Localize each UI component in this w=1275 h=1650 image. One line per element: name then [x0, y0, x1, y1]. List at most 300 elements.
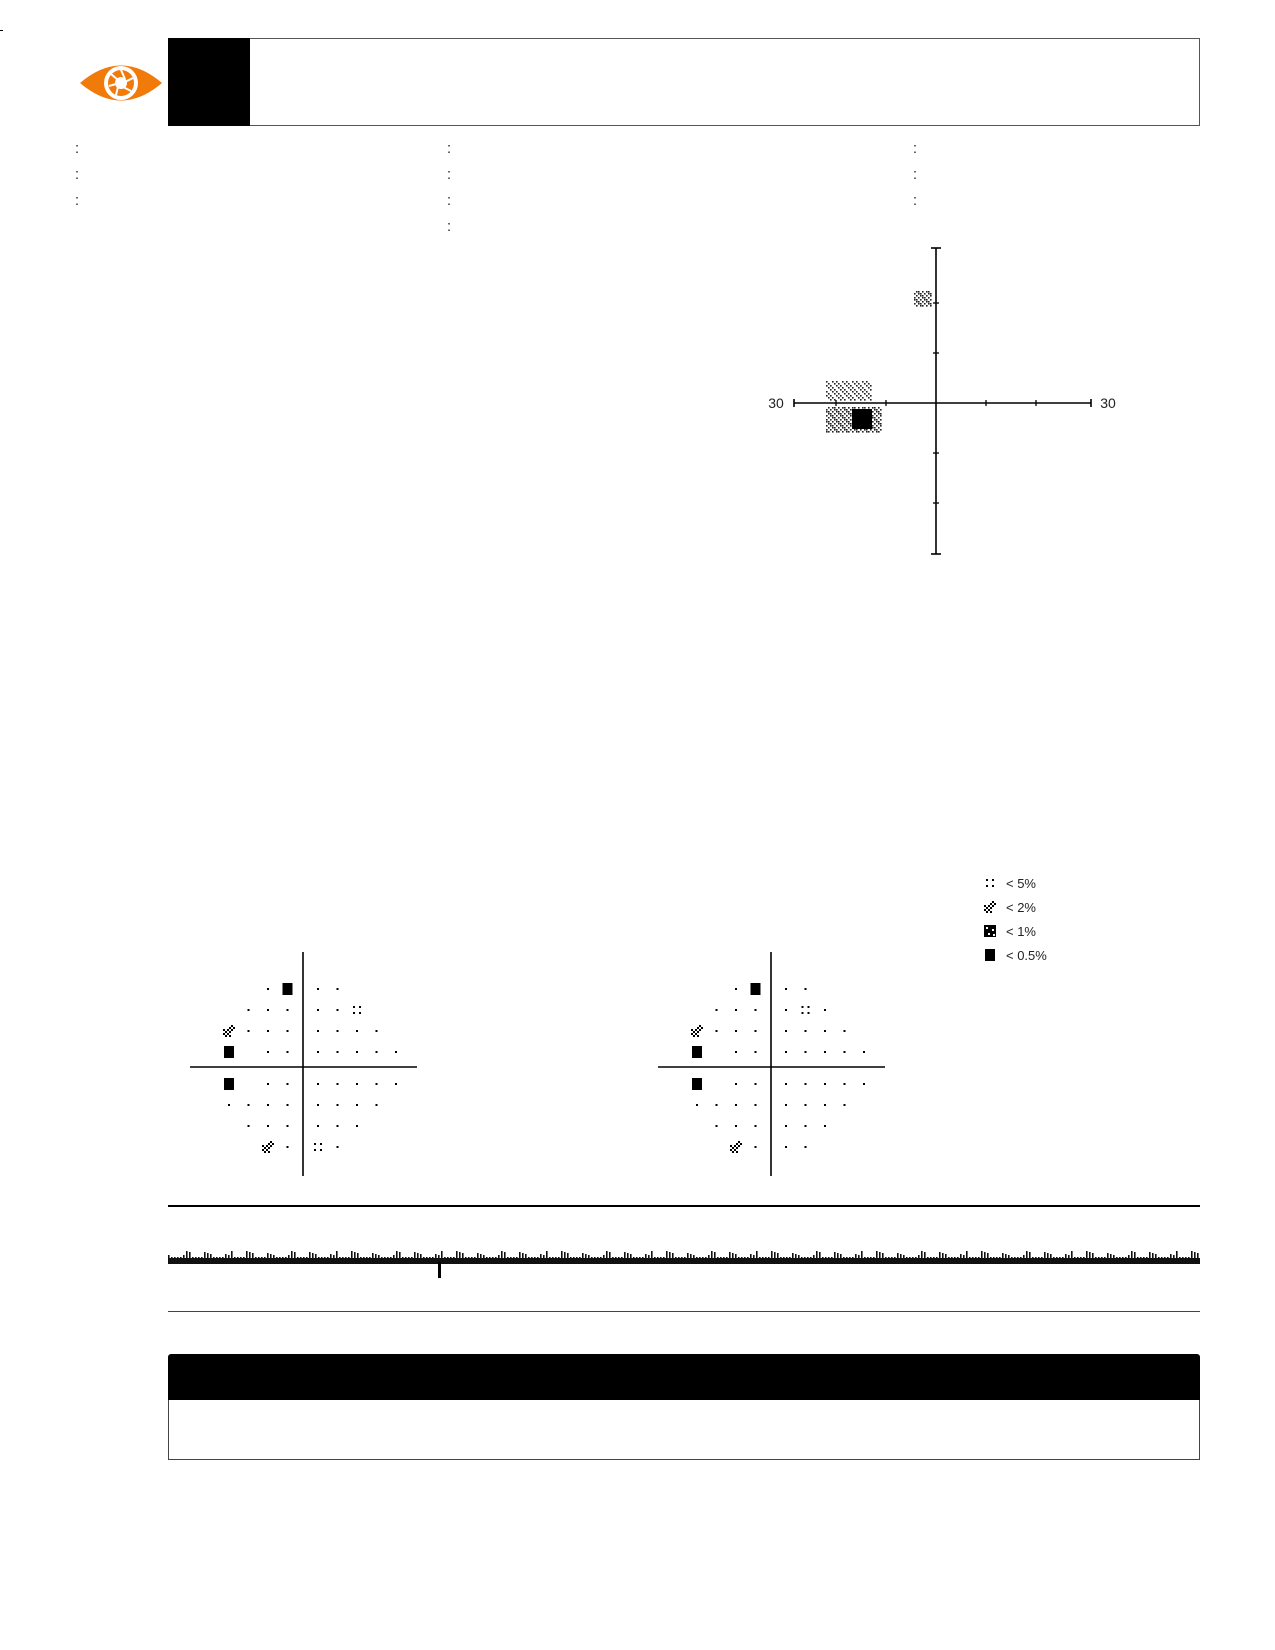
grayscale-patch [836, 429, 838, 431]
fixation-sample [300, 1257, 302, 1258]
total-deviation-prob-p5-symbol [359, 1012, 361, 1014]
grayscale-patch [848, 393, 850, 395]
p2-symbol-dot [990, 911, 992, 913]
fixation-sample [963, 1255, 965, 1258]
grayscale-patch [922, 305, 924, 307]
fixation-sample [939, 1252, 941, 1258]
grayscale-patch [844, 427, 846, 429]
fixation-sample [780, 1257, 782, 1258]
fixation-sample [909, 1257, 911, 1258]
grayscale-patch [846, 411, 848, 413]
fixation-sample [561, 1251, 563, 1258]
fixation-sample [765, 1257, 767, 1258]
fixation-top-rule [168, 1205, 1200, 1207]
fixation-sample [1146, 1257, 1148, 1258]
pattern-deviation-prob-normal-point [785, 1083, 787, 1085]
grayscale-patch [834, 389, 836, 391]
grayscale-patch [842, 415, 844, 417]
fixation-sample [849, 1257, 851, 1258]
grayscale-patch [880, 429, 882, 431]
grayscale-patch [838, 407, 840, 409]
grayscale-patch [918, 303, 920, 305]
grayscale-patch [922, 297, 924, 299]
grayscale-patch [826, 409, 828, 411]
total-deviation-prob-p5-symbol [320, 1143, 322, 1145]
grayscale-patch [840, 423, 842, 425]
fixation-sample [903, 1255, 905, 1258]
fixation-sample [174, 1257, 176, 1258]
fixation-sample [285, 1257, 287, 1258]
grayscale-patch [828, 393, 830, 395]
grayscale-patch [850, 425, 852, 427]
fixation-baseline [168, 1258, 1200, 1264]
fixation-sample [1152, 1253, 1154, 1258]
grayscale-patch [826, 381, 828, 383]
fixation-sample [747, 1257, 749, 1258]
pattern-deviation-prob-normal-point [805, 988, 807, 990]
fixation-sample [639, 1257, 641, 1258]
total-deviation-prob-normal-point [317, 1083, 319, 1085]
pattern-deviation-prob-normal-point [735, 1125, 737, 1127]
grayscale-patch [842, 421, 844, 423]
grayscale-patch [836, 415, 838, 417]
total-deviation-prob-normal-point [267, 1051, 269, 1053]
fixation-sample [1179, 1257, 1181, 1258]
total-deviation-prob-p05-symbol [224, 1078, 234, 1090]
fixation-sample [171, 1257, 173, 1258]
fixation-sample [1170, 1254, 1172, 1258]
p2-symbol-dot [225, 1031, 227, 1033]
fixation-sample [1116, 1257, 1118, 1258]
grayscale-patch [866, 431, 868, 433]
pattern-deviation-prob-normal-point [755, 1104, 757, 1106]
fixation-sample [1005, 1254, 1007, 1258]
info-stimulus: : [75, 167, 80, 183]
grayscale-patch [852, 431, 854, 433]
grayscale-patch [872, 415, 874, 417]
info-time: : [913, 167, 918, 183]
fixation-sample [975, 1257, 977, 1258]
grayscale-patch [924, 303, 926, 305]
axis-label-30-right: 30 [1100, 395, 1116, 411]
fixation-sample [1032, 1257, 1034, 1258]
fixation-sample [1008, 1255, 1010, 1258]
grayscale-patch [840, 409, 842, 411]
info-false-negative: : [447, 167, 452, 183]
grayscale-patch [832, 425, 834, 427]
grayscale-patch [842, 397, 844, 399]
total-deviation-prob-p5-symbol [353, 1012, 355, 1014]
fixation-sample [447, 1257, 449, 1258]
pattern-deviation-prob-normal-point [716, 1009, 718, 1011]
grayscale-patch [926, 291, 928, 293]
total-deviation-prob-normal-point [337, 1125, 339, 1127]
grayscale-patch [928, 301, 930, 303]
grayscale-patch [876, 425, 878, 427]
grayscale-patch [834, 423, 836, 425]
grayscale-patch [856, 385, 858, 387]
p2-symbol-dot [994, 903, 996, 905]
fixation-sample [333, 1255, 335, 1258]
fixation-sample [438, 1255, 440, 1258]
grayscale-patch [926, 305, 928, 307]
p2-symbol-dot [732, 1147, 734, 1149]
grayscale-patch [840, 413, 842, 415]
grayscale-patch [876, 429, 878, 431]
fixation-sample [567, 1253, 569, 1258]
grayscale-patch [832, 411, 834, 413]
page-corner-mark [0, 30, 3, 31]
fixation-sample [294, 1252, 296, 1258]
grayscale-patch [880, 413, 882, 415]
fixation-sample [657, 1257, 659, 1258]
total-deviation-prob-normal-point [337, 1051, 339, 1053]
grayscale-patch [848, 397, 850, 399]
fixation-sample [276, 1257, 278, 1258]
fixation-sample [468, 1257, 470, 1258]
fixation-sample [843, 1257, 845, 1258]
grayscale-patch [864, 389, 866, 391]
p2-symbol-dot [262, 1145, 264, 1147]
fixation-sample [555, 1257, 557, 1258]
fixation-sample [306, 1257, 308, 1258]
grayscale-patch [930, 299, 932, 301]
grayscale-patch [860, 429, 862, 431]
p2-symbol-dot [695, 1033, 697, 1035]
fixation-sample [651, 1251, 653, 1258]
pattern-deviation-prob-normal-point [735, 1030, 737, 1032]
fixation-sample [891, 1257, 893, 1258]
grayscale-patch [834, 383, 836, 385]
fixation-sample [432, 1257, 434, 1258]
pattern-deviation-prob-normal-point [844, 1051, 846, 1053]
fixation-sample [318, 1257, 320, 1258]
p2-symbol-dot [223, 1033, 225, 1035]
grayscale-patch [878, 427, 880, 429]
grayscale-map [750, 248, 1116, 558]
fixation-sample [534, 1257, 536, 1258]
fixation-sample [951, 1257, 953, 1258]
grayscale-patch [830, 415, 832, 417]
grayscale-patch [930, 305, 932, 307]
fixation-sample [477, 1253, 479, 1258]
fixation-sample [1164, 1257, 1166, 1258]
fixation-sample [825, 1257, 827, 1258]
fixation-sample [1140, 1257, 1142, 1258]
fixation-sample [855, 1254, 857, 1258]
grayscale-patch [920, 295, 922, 297]
fixation-sample [411, 1257, 413, 1258]
fixation-sample [813, 1255, 815, 1258]
grayscale-patch [836, 419, 838, 421]
fixation-sample [444, 1257, 446, 1258]
p2-symbol-dot [227, 1033, 229, 1035]
fixation-sample [588, 1255, 590, 1258]
fixation-sample [1125, 1257, 1127, 1258]
pattern-deviation-prob-normal-point [805, 1083, 807, 1085]
grayscale-patch [832, 381, 834, 383]
fixation-sample [273, 1255, 275, 1258]
info-column-left [75, 136, 79, 214]
fixation-sample [645, 1254, 647, 1258]
grayscale-patch [838, 423, 840, 425]
grayscale-patch [920, 293, 922, 295]
fixation-sample [348, 1257, 350, 1258]
fixation-sample [552, 1257, 554, 1258]
fixation-sample [1155, 1254, 1157, 1258]
fixation-sample [405, 1257, 407, 1258]
total-deviation-prob-normal-point [337, 988, 339, 990]
fixation-sample [993, 1257, 995, 1258]
total-deviation-prob-normal-point [356, 1104, 358, 1106]
fixation-sample [240, 1257, 242, 1258]
grayscale-patch [926, 295, 928, 297]
fixation-sample [717, 1257, 719, 1258]
grayscale-patch [866, 381, 868, 383]
fixation-sample [960, 1254, 962, 1258]
fixation-sample [1038, 1257, 1040, 1258]
pattern-deviation-prob-normal-point [755, 1030, 757, 1032]
fixation-sample [201, 1257, 203, 1258]
p2-symbol-dot [986, 907, 988, 909]
fixation-sample [1101, 1257, 1103, 1258]
legend-p5-symbol [992, 885, 994, 887]
grayscale-patch [870, 429, 872, 431]
grayscale-patch [870, 385, 872, 387]
grayscale-patch [826, 429, 828, 431]
p2-symbol-dot [691, 1029, 693, 1031]
grayscale-patch [838, 421, 840, 423]
fixation-sample [177, 1257, 179, 1258]
total-deviation-prob-normal-point [337, 1146, 339, 1148]
p1-symbol-hole [992, 929, 994, 931]
grayscale-patch [830, 423, 832, 425]
p2-symbol-dot [990, 907, 992, 909]
total-deviation-prob-normal-point [287, 1104, 289, 1106]
p2-symbol-dot [699, 1029, 701, 1031]
fixation-sample [870, 1257, 872, 1258]
grayscale-patch [838, 431, 840, 433]
fixation-sample [1131, 1251, 1133, 1258]
grayscale-dense-defect [852, 409, 872, 429]
fixation-sample [354, 1252, 356, 1258]
fixation-sample [585, 1254, 587, 1258]
fixation-sample [852, 1257, 854, 1258]
grayscale-patch [916, 291, 918, 293]
p2-symbol-dot [268, 1151, 270, 1153]
fixation-sample [1062, 1257, 1064, 1258]
grayscale-patch [830, 425, 832, 427]
p2-symbol-dot [738, 1145, 740, 1147]
fixation-sample [600, 1257, 602, 1258]
fixation-sample [942, 1253, 944, 1258]
grayscale-patch [872, 421, 874, 423]
grayscale-patch [826, 421, 828, 423]
pattern-deviation-prob-normal-point [863, 1083, 865, 1085]
grayscale-patch [828, 411, 830, 413]
fixation-sample [768, 1257, 770, 1258]
grayscale-patch [856, 429, 858, 431]
fixation-sample [681, 1257, 683, 1258]
grayscale-patch [868, 407, 870, 409]
grayscale-patch [868, 397, 870, 399]
fixation-sample [1083, 1257, 1085, 1258]
fixation-sample [738, 1257, 740, 1258]
fixation-sample [603, 1255, 605, 1258]
fixation-sample [633, 1257, 635, 1258]
grayscale-patch [862, 381, 864, 383]
total-deviation-prob-p5-symbol [314, 1149, 316, 1151]
grayscale-patch [844, 407, 846, 409]
fixation-sample [399, 1252, 401, 1258]
fixation-sample [807, 1257, 809, 1258]
fixation-sample [888, 1257, 890, 1258]
p2-symbol-dot [986, 911, 988, 913]
fixation-sample [981, 1251, 983, 1258]
grayscale-patch [878, 407, 880, 409]
grayscale-patch [842, 431, 844, 433]
fixation-sample [525, 1254, 527, 1258]
grayscale-patch [848, 431, 850, 433]
info-duration: : [913, 193, 918, 209]
grayscale-patch [834, 427, 836, 429]
grayscale-patch [844, 399, 846, 401]
p2-symbol-dot [223, 1029, 225, 1031]
grayscale-patch [826, 385, 828, 387]
report-comments-body [168, 1400, 1200, 1460]
grayscale-patch [876, 409, 878, 411]
grayscale-patch [854, 383, 856, 385]
grayscale-patch [838, 427, 840, 429]
fixation-sample [1047, 1253, 1049, 1258]
pattern-deviation-prob-p2-symbol [730, 1141, 742, 1153]
fixation-sample [321, 1257, 323, 1258]
grayscale-patch [928, 293, 930, 295]
fixation-sample [207, 1253, 209, 1258]
grayscale-patch [874, 427, 876, 429]
total-deviation-prob-normal-point [267, 1030, 269, 1032]
total-deviation-prob-normal-point [287, 1146, 289, 1148]
grayscale-patch [852, 407, 854, 409]
fixation-sample [246, 1251, 248, 1258]
grayscale-patch [862, 397, 864, 399]
p2-symbol-dot [231, 1029, 233, 1031]
fixation-sample [654, 1257, 656, 1258]
fixation-sample [1107, 1253, 1109, 1258]
fixation-sample [342, 1257, 344, 1258]
grayscale-patch [834, 409, 836, 411]
p2-symbol-dot [695, 1029, 697, 1031]
grayscale-patch [844, 419, 846, 421]
fixation-sample [699, 1257, 701, 1258]
fixation-sample [609, 1252, 611, 1258]
fixation-sample [339, 1257, 341, 1258]
pattern-deviation-prob-normal-point [785, 988, 787, 990]
total-deviation-prob-normal-point [287, 1030, 289, 1032]
fixation-sample [1050, 1254, 1052, 1258]
grayscale-patch [832, 391, 834, 393]
grayscale-patch [930, 295, 932, 297]
fixation-sample [450, 1257, 452, 1258]
fixation-sample [462, 1253, 464, 1258]
fixation-sample [1176, 1251, 1178, 1258]
grayscale-patch [874, 407, 876, 409]
grayscale-patch [876, 411, 878, 413]
fixation-sample [573, 1257, 575, 1258]
grayscale-patch [834, 429, 836, 431]
grayscale-patch [864, 399, 866, 401]
fixation-sample [528, 1257, 530, 1258]
fixation-sample [708, 1255, 710, 1258]
p2-symbol-dot [266, 1149, 268, 1151]
fixation-sample [279, 1257, 281, 1258]
grayscale-patch [850, 413, 852, 415]
grayscale-patch [830, 429, 832, 431]
fixation-sample [822, 1257, 824, 1258]
fixation-sample [630, 1254, 632, 1258]
grayscale-patch [836, 381, 838, 383]
fixation-sample [660, 1257, 662, 1258]
pattern-deviation-prob-normal-point [735, 1051, 737, 1053]
fixation-sample [531, 1257, 533, 1258]
fixation-sample [672, 1253, 674, 1258]
grayscale-patch [878, 423, 880, 425]
grayscale-patch [844, 429, 846, 431]
fixation-sample [372, 1253, 374, 1258]
fixation-sample [345, 1257, 347, 1258]
fixation-sample [720, 1257, 722, 1258]
fixation-sample [1041, 1257, 1043, 1258]
pattern-deviation-prob-normal-point [755, 1051, 757, 1053]
pattern-deviation-prob-normal-point [735, 988, 737, 990]
fixation-sample [648, 1255, 650, 1258]
grayscale-patch [860, 389, 862, 391]
grayscale-patch [838, 397, 840, 399]
legend-p5-symbol [992, 879, 994, 881]
grayscale-patch [860, 395, 862, 397]
grayscale-patch [842, 417, 844, 419]
grayscale-patch [872, 425, 874, 427]
fixation-sample [642, 1257, 644, 1258]
fixation-sample [1026, 1251, 1028, 1258]
fixation-sample [867, 1257, 869, 1258]
fixation-sample [363, 1257, 365, 1258]
fixation-sample [882, 1253, 884, 1258]
grayscale-patch [858, 397, 860, 399]
fixation-sample [486, 1257, 488, 1258]
pattern-deviation-prob-normal-point [785, 1146, 787, 1148]
grayscale-patch [828, 423, 830, 425]
total-deviation-prob-p5-symbol [314, 1143, 316, 1145]
total-deviation-prob-p05-symbol [283, 983, 293, 995]
p2-symbol-dot [264, 1147, 266, 1149]
fixation-sample [204, 1252, 206, 1258]
grayscale-patch [836, 409, 838, 411]
fixation-sample [381, 1257, 383, 1258]
fixation-sample [1113, 1255, 1115, 1258]
fixation-sample [675, 1257, 677, 1258]
grayscale-patch [924, 293, 926, 295]
grayscale-patch [846, 409, 848, 411]
fixation-sample [804, 1257, 806, 1258]
grayscale-patch [844, 393, 846, 395]
grayscale-patch [830, 409, 832, 411]
fixation-sample [324, 1257, 326, 1258]
fixation-sample [729, 1252, 731, 1258]
fixation-sample [1086, 1251, 1088, 1258]
fixation-sample [627, 1253, 629, 1258]
fixation-sample [666, 1251, 668, 1258]
